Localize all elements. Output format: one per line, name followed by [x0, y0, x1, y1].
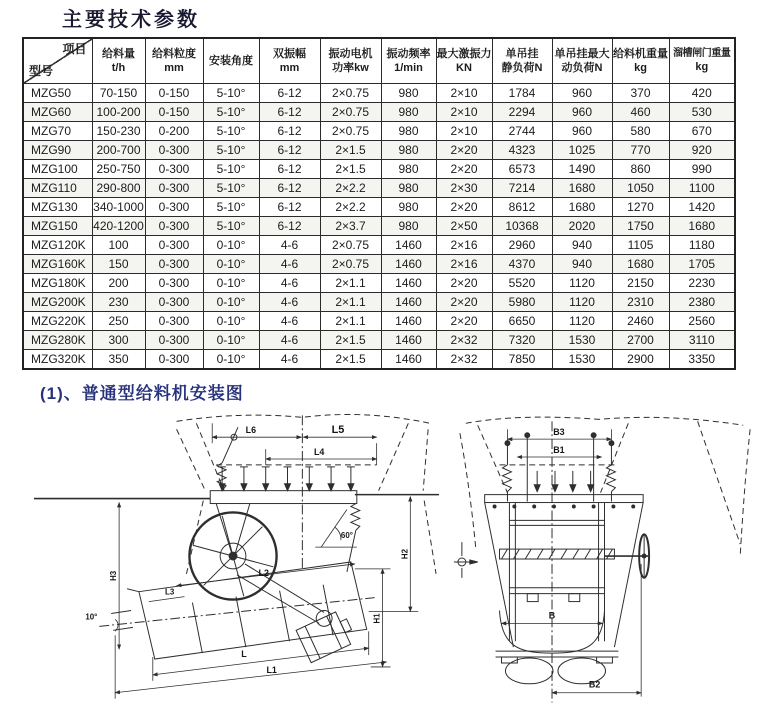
table-row: [23, 198, 735, 217]
value-cell: 2×1.5: [320, 160, 381, 179]
header-row: [23, 38, 735, 84]
value-cell: 920: [669, 141, 735, 160]
value-cell: 250-750: [92, 160, 145, 179]
value-cell: 1460: [381, 293, 436, 312]
value-cell: 5-10°: [203, 122, 259, 141]
value-cell: 2×20: [436, 312, 492, 331]
model-cell: MZG120K: [23, 236, 92, 255]
front-view-diagram: [450, 406, 759, 712]
value-cell: 2150: [612, 274, 669, 293]
value-cell: 6-12: [259, 141, 320, 160]
model-cell: MZG200K: [23, 293, 92, 312]
dim-label-b1: B1: [553, 445, 565, 456]
dim-label-l4: L4: [313, 447, 325, 458]
value-cell: 0-300: [145, 331, 203, 350]
value-cell: 340-1000: [92, 198, 145, 217]
spec-table: [22, 37, 736, 370]
value-cell: 0-10°: [203, 255, 259, 274]
value-cell: 980: [381, 198, 436, 217]
value-cell: 150-230: [92, 122, 145, 141]
value-cell: 1680: [669, 217, 735, 236]
value-cell: 980: [381, 217, 436, 236]
value-cell: 420: [669, 84, 735, 103]
value-cell: 2×0.75: [320, 255, 381, 274]
value-cell: 1750: [612, 217, 669, 236]
value-cell: 2×32: [436, 350, 492, 370]
dimension-lines: [501, 429, 641, 696]
value-cell: 980: [381, 141, 436, 160]
model-cell: MZG130: [23, 198, 92, 217]
value-cell: 2700: [612, 331, 669, 350]
value-cell: 1530: [552, 350, 612, 370]
value-cell: 2310: [612, 293, 669, 312]
feeder-trough: [99, 562, 374, 659]
value-cell: 2×2.2: [320, 179, 381, 198]
value-cell: 2900: [612, 350, 669, 370]
dim-label-l2: L2: [258, 567, 269, 578]
frame-body: [485, 503, 643, 648]
model-cell: MZG280K: [23, 331, 92, 350]
value-cell: 1705: [669, 255, 735, 274]
discharge-trough: [496, 611, 619, 684]
dim-label-b2: B2: [588, 679, 601, 690]
value-cell: 150: [92, 255, 145, 274]
value-cell: 0-300: [145, 312, 203, 331]
value-cell: 290-800: [92, 179, 145, 198]
model-cell: MZG320K: [23, 350, 92, 370]
value-cell: 5980: [492, 293, 552, 312]
value-cell: 2×0.75: [320, 84, 381, 103]
value-cell: 460: [612, 103, 669, 122]
column-header: 给料机重量 kg: [612, 38, 669, 84]
value-cell: 2460: [612, 312, 669, 331]
value-cell: 980: [381, 179, 436, 198]
value-cell: 4-6: [259, 274, 320, 293]
value-cell: 980: [381, 84, 436, 103]
model-cell: MZG110: [23, 179, 92, 198]
column-header: 单吊挂 静负荷N: [492, 38, 552, 84]
value-cell: 6-12: [259, 84, 320, 103]
value-cell: 5-10°: [203, 160, 259, 179]
value-cell: 370: [612, 84, 669, 103]
model-cell: MZG100: [23, 160, 92, 179]
value-cell: 2×0.75: [320, 236, 381, 255]
value-cell: 2×16: [436, 255, 492, 274]
column-header: 给料量 t/h: [92, 38, 145, 84]
model-cell: MZG150: [23, 217, 92, 236]
value-cell: 1270: [612, 198, 669, 217]
value-cell: 960: [552, 84, 612, 103]
value-cell: 0-150: [145, 84, 203, 103]
value-cell: 2×10: [436, 84, 492, 103]
value-cell: 1460: [381, 274, 436, 293]
value-cell: 0-200: [145, 122, 203, 141]
value-cell: 1680: [552, 198, 612, 217]
model-cell: MZG70: [23, 122, 92, 141]
dim-label-10deg: 10°: [85, 612, 98, 622]
value-cell: 2×2.2: [320, 198, 381, 217]
value-cell: 0-10°: [203, 312, 259, 331]
value-cell: 2×10: [436, 103, 492, 122]
value-cell: 580: [612, 122, 669, 141]
dim-label-l: L: [241, 649, 247, 660]
value-cell: 6-12: [259, 198, 320, 217]
value-cell: 2×1.5: [320, 141, 381, 160]
value-cell: 5520: [492, 274, 552, 293]
mounting-bolts: [218, 467, 355, 491]
table-row: [23, 293, 735, 312]
column-header: 溜槽闸门重量 kg: [669, 38, 735, 84]
value-cell: 4370: [492, 255, 552, 274]
value-cell: 2×20: [436, 160, 492, 179]
value-cell: 1680: [612, 255, 669, 274]
value-cell: 2×50: [436, 217, 492, 236]
mounting-bolts: [534, 471, 593, 492]
value-cell: 2×20: [436, 198, 492, 217]
value-cell: 350: [92, 350, 145, 370]
page: [0, 3, 759, 717]
corner-top-label: 项目: [62, 42, 87, 56]
hopper-outline: [460, 417, 750, 556]
table-row: [23, 84, 735, 103]
value-cell: 2960: [492, 236, 552, 255]
value-cell: 1120: [552, 312, 612, 331]
value-cell: 940: [552, 255, 612, 274]
value-cell: 980: [381, 160, 436, 179]
vibration-motor: [296, 609, 357, 663]
section-heading: (1)、普通型给料机安装图: [40, 384, 244, 403]
value-cell: 2×3.7: [320, 217, 381, 236]
table-row: [23, 274, 735, 293]
table-row: [23, 141, 735, 160]
dim-label-l1: L1: [266, 664, 277, 675]
value-cell: 1460: [381, 331, 436, 350]
value-cell: 2×1.1: [320, 293, 381, 312]
dim-label-l5: L5: [331, 424, 345, 437]
value-cell: 530: [669, 103, 735, 122]
value-cell: 420-1200: [92, 217, 145, 236]
value-cell: 7214: [492, 179, 552, 198]
table-row: [23, 122, 735, 141]
table-row: [23, 255, 735, 274]
page-title: 主要技术参数: [62, 9, 200, 31]
value-cell: 2×20: [436, 293, 492, 312]
value-cell: 980: [381, 122, 436, 141]
feeder-deck: [210, 491, 357, 504]
dim-label-h2: H2: [400, 548, 410, 560]
value-cell: 2020: [552, 217, 612, 236]
value-cell: 0-150: [145, 103, 203, 122]
column-header: 单吊挂最大 动负荷N: [552, 38, 612, 84]
value-cell: 1530: [552, 331, 612, 350]
model-cell: MZG60: [23, 103, 92, 122]
dim-label-b: B: [548, 610, 556, 621]
value-cell: 1460: [381, 236, 436, 255]
value-cell: 250: [92, 312, 145, 331]
exciter-wheel: [189, 504, 276, 600]
value-cell: 300: [92, 331, 145, 350]
value-cell: 1460: [381, 255, 436, 274]
value-cell: 2560: [669, 312, 735, 331]
value-cell: 6650: [492, 312, 552, 331]
value-cell: 5-10°: [203, 141, 259, 160]
value-cell: 5-10°: [203, 84, 259, 103]
value-cell: 990: [669, 160, 735, 179]
value-cell: 2230: [669, 274, 735, 293]
value-cell: 2×16: [436, 236, 492, 255]
value-cell: 6-12: [259, 160, 320, 179]
value-cell: 0-300: [145, 293, 203, 312]
value-cell: 2294: [492, 103, 552, 122]
value-cell: 980: [381, 103, 436, 122]
column-header: 振动频率 1/min: [381, 38, 436, 84]
value-cell: 670: [669, 122, 735, 141]
value-cell: 0-300: [145, 198, 203, 217]
value-cell: 0-300: [145, 236, 203, 255]
value-cell: 2×1.5: [320, 350, 381, 370]
value-cell: 5-10°: [203, 103, 259, 122]
value-cell: 4-6: [259, 331, 320, 350]
value-cell: 5-10°: [203, 217, 259, 236]
column-header: 给料粒度 mm: [145, 38, 203, 84]
value-cell: 0-10°: [203, 331, 259, 350]
value-cell: 2×30: [436, 179, 492, 198]
value-cell: 6-12: [259, 103, 320, 122]
dim-label-l6: L6: [245, 425, 257, 436]
value-cell: 2×0.75: [320, 122, 381, 141]
corner-header: [23, 38, 92, 84]
value-cell: 6-12: [259, 217, 320, 236]
model-cell: MZG160K: [23, 255, 92, 274]
value-cell: 2380: [669, 293, 735, 312]
suspension-hangers: [502, 433, 615, 502]
column-header: 双振幅 mm: [259, 38, 320, 84]
value-cell: 1025: [552, 141, 612, 160]
value-cell: 2×0.75: [320, 103, 381, 122]
feeder-deck: [485, 495, 643, 508]
value-cell: 1490: [552, 160, 612, 179]
value-cell: 10368: [492, 217, 552, 236]
value-cell: 2×20: [436, 274, 492, 293]
value-cell: 5-10°: [203, 179, 259, 198]
corner-bottom-label: 型号: [29, 64, 54, 79]
value-cell: 2×10: [436, 122, 492, 141]
value-cell: 100: [92, 236, 145, 255]
value-cell: 0-300: [145, 217, 203, 236]
model-cell: MZG180K: [23, 274, 92, 293]
value-cell: 6-12: [259, 122, 320, 141]
value-cell: 2×1.1: [320, 274, 381, 293]
model-cell: MZG50: [23, 84, 92, 103]
dim-label-l3: L3: [165, 587, 175, 597]
value-cell: 770: [612, 141, 669, 160]
model-cell: MZG90: [23, 141, 92, 160]
value-cell: 1100: [669, 179, 735, 198]
value-cell: 6573: [492, 160, 552, 179]
dim-label-60deg: 60°: [340, 531, 353, 541]
table-body: [23, 84, 735, 370]
value-cell: 0-10°: [203, 236, 259, 255]
ceiling-line: [34, 495, 439, 499]
value-cell: 2×20: [436, 141, 492, 160]
value-cell: 7320: [492, 331, 552, 350]
value-cell: 0-300: [145, 160, 203, 179]
value-cell: 6-12: [259, 179, 320, 198]
value-cell: 1105: [612, 236, 669, 255]
value-cell: 1784: [492, 84, 552, 103]
value-cell: 3110: [669, 331, 735, 350]
column-header: 最大激振力 KN: [436, 38, 492, 84]
dim-label-h3: H3: [109, 570, 119, 581]
dim-label-b3: B3: [553, 427, 565, 438]
table-row: [23, 217, 735, 236]
value-cell: 2×1.1: [320, 312, 381, 331]
value-cell: 1120: [552, 274, 612, 293]
value-cell: 960: [552, 103, 612, 122]
value-cell: 2×32: [436, 331, 492, 350]
value-cell: 4323: [492, 141, 552, 160]
value-cell: 4-6: [259, 350, 320, 370]
value-cell: 1050: [612, 179, 669, 198]
value-cell: 5-10°: [203, 198, 259, 217]
value-cell: 200: [92, 274, 145, 293]
column-header: 振动电机 功率kw: [320, 38, 381, 84]
value-cell: 0-300: [145, 274, 203, 293]
value-cell: 1120: [552, 293, 612, 312]
table-row: [23, 103, 735, 122]
value-cell: 3350: [669, 350, 735, 370]
value-cell: 0-300: [145, 350, 203, 370]
value-cell: 8612: [492, 198, 552, 217]
value-cell: 2744: [492, 122, 552, 141]
value-cell: 1180: [669, 236, 735, 255]
table-row: [23, 160, 735, 179]
column-header: 安装角度: [203, 38, 259, 84]
value-cell: 100-200: [92, 103, 145, 122]
value-cell: 7850: [492, 350, 552, 370]
table-row: [23, 350, 735, 370]
value-cell: 1460: [381, 350, 436, 370]
value-cell: 1460: [381, 312, 436, 331]
value-cell: 1680: [552, 179, 612, 198]
value-cell: 0-10°: [203, 274, 259, 293]
value-cell: 0-300: [145, 255, 203, 274]
turnbuckle-icon: [454, 542, 478, 578]
value-cell: 200-700: [92, 141, 145, 160]
value-cell: 1420: [669, 198, 735, 217]
value-cell: 4-6: [259, 255, 320, 274]
gate-handwheel-icon: [604, 534, 649, 578]
value-cell: 0-10°: [203, 350, 259, 370]
value-cell: 860: [612, 160, 669, 179]
side-view-diagram: [28, 406, 444, 712]
table-row: [23, 331, 735, 350]
value-cell: 4-6: [259, 236, 320, 255]
value-cell: 4-6: [259, 293, 320, 312]
dim-label-h1: H1: [372, 613, 382, 624]
value-cell: 230: [92, 293, 145, 312]
model-cell: MZG220K: [23, 312, 92, 331]
table-row: [23, 236, 735, 255]
table-row: [23, 179, 735, 198]
value-cell: 0-300: [145, 179, 203, 198]
value-cell: 70-150: [92, 84, 145, 103]
value-cell: 4-6: [259, 312, 320, 331]
diagrams-row: [28, 406, 759, 712]
table-row: [23, 312, 735, 331]
value-cell: 960: [552, 122, 612, 141]
value-cell: 0-300: [145, 141, 203, 160]
value-cell: 2×1.5: [320, 331, 381, 350]
value-cell: 0-10°: [203, 293, 259, 312]
value-cell: 940: [552, 236, 612, 255]
